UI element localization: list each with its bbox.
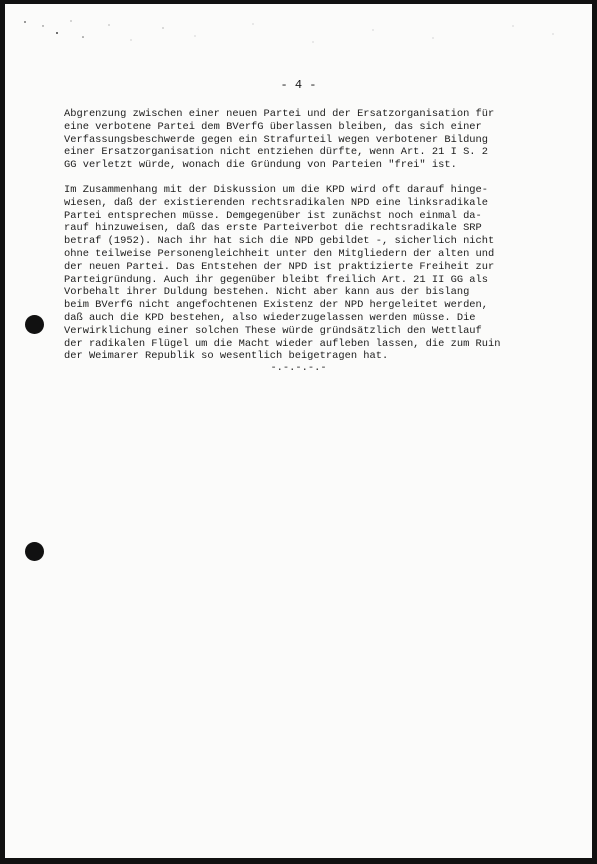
text-line: Im Zusammenhang mit der Diskussion um die KPD wird oft darauf hinge- bbox=[64, 184, 489, 196]
page-number: - 4 - bbox=[280, 78, 317, 92]
text-line: betraf (1952). Nach ihr hat sich die NPD gebildet -, sicherlich nicht bbox=[64, 235, 495, 248]
text-line: rauf hinzuweisen, daß das erste Parteiverbot die rechtsradikale SRP bbox=[64, 222, 482, 235]
text-line: einer Ersatzorganisation nicht entziehen dürfte, wenn Art. 21 I S. 2 bbox=[64, 146, 489, 159]
text-line: daß auch die KPD bestehen, also wiederzugelassen werden müsse. Die bbox=[64, 311, 476, 324]
text-line: Parteigründung. Auch ihr gegenüber bleibt freilich Art. 21 II GG als bbox=[64, 273, 489, 286]
text-line: Vorbehalt ihrer Duldung bestehen. Nicht aber kann aus der bislang bbox=[64, 286, 470, 299]
text-line: beim BVerfG nicht angefochtenen Existenz der NPD hergeleitet werden, bbox=[64, 299, 489, 312]
paragraph-1 bbox=[64, 108, 562, 172]
text-line: Verfassungsbeschwerde gegen ein Strafurteil wegen verbotener Bildung bbox=[64, 133, 489, 146]
text-line: ohne teilweise Personengleichheit unter den Mitgliedern der alten und bbox=[64, 247, 495, 260]
text-line: Abgrenzung zwischen einer neuen Partei und der Ersatzorganisation für bbox=[64, 108, 495, 120]
text-line: Partei entsprechen müsse. Demgegenüber ist zunächst noch einmal da- bbox=[64, 209, 482, 222]
punch-hole bbox=[25, 542, 44, 561]
scan-speckles bbox=[13, 12, 597, 52]
text-line: eine verbotene Partei dem BVerfG überlassen bleiben, das sich einer bbox=[64, 120, 482, 133]
section-end-mark: -.-.-.-.- bbox=[270, 362, 327, 374]
text-line: der Weimarer Republik so wesentlich beigetragen hat. bbox=[64, 350, 389, 363]
text-line: der radikalen Flügel um die Macht wieder aufleben lassen, die zum Ruin bbox=[64, 337, 501, 350]
text-line: wiesen, daß der existierenden rechtsradikalen NPD eine linksradikale bbox=[64, 196, 489, 209]
punch-hole bbox=[25, 315, 44, 334]
text-line: GG verletzt würde, wonach die Gründung von Parteien "frei" ist. bbox=[64, 159, 457, 172]
text-line: der neuen Partei. Das Entstehen der NPD ist praktizierte Freiheit zur bbox=[64, 260, 495, 273]
paragraph-2 bbox=[64, 184, 562, 363]
text-line: Verwirklichung einer solchen These würde gründsätzlich den Wettlauf bbox=[64, 324, 482, 337]
